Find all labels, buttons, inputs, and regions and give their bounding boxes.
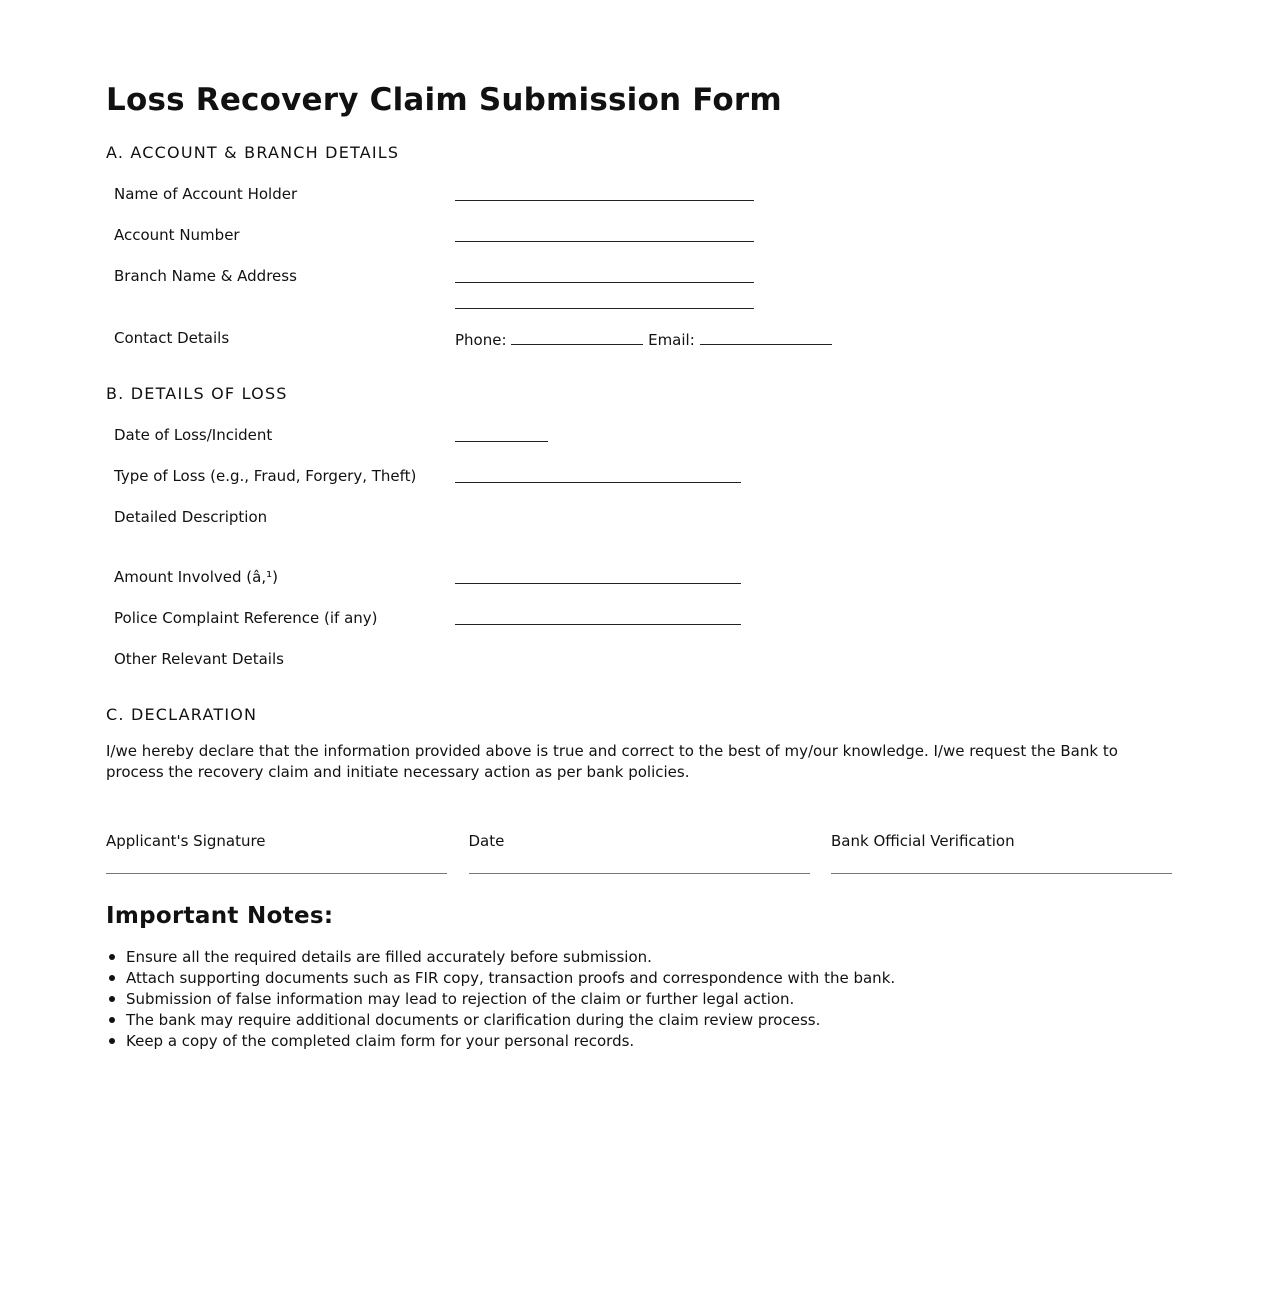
branch-field-line-2[interactable] bbox=[455, 292, 754, 309]
applicant-signature-line[interactable] bbox=[106, 873, 447, 874]
applicant-signature-block bbox=[106, 831, 447, 874]
bank-verification-block bbox=[831, 831, 1172, 874]
account-number-label: Account Number bbox=[114, 226, 240, 244]
loss-type-row bbox=[106, 466, 1172, 507]
loss-date-field[interactable] bbox=[455, 425, 548, 442]
account-number-row bbox=[106, 225, 1172, 266]
note-item: Attach supporting documents such as FIR copy, transaction proofs and correspondence with the bank. bbox=[106, 968, 1172, 989]
note-item: Submission of false information may lead to rejection of the claim or further legal action. bbox=[106, 989, 1172, 1010]
loss-type-label: Type of Loss (e.g., Fraud, Forgery, Theft) bbox=[114, 467, 417, 485]
note-item: Ensure all the required details are filled accurately before submission. bbox=[106, 947, 1172, 968]
amount-field[interactable] bbox=[455, 567, 741, 584]
signature-date-block bbox=[469, 831, 810, 874]
account-holder-label: Name of Account Holder bbox=[114, 185, 298, 203]
other-details-label: Other Relevant Details bbox=[114, 650, 284, 668]
police-label: Police Complaint Reference (if any) bbox=[114, 609, 378, 627]
bank-verification-line[interactable] bbox=[831, 873, 1172, 874]
loss-date-row bbox=[106, 425, 1172, 466]
notes-list bbox=[106, 947, 1172, 1052]
form-title: Loss Recovery Claim Submission Form bbox=[106, 82, 782, 118]
signature-date-line[interactable] bbox=[469, 873, 810, 874]
police-field[interactable] bbox=[455, 608, 741, 625]
branch-label: Branch Name & Address bbox=[114, 267, 297, 285]
loss-date-label: Date of Loss/Incident bbox=[114, 426, 273, 444]
bank-verification-label: Bank Official Verification bbox=[831, 832, 1015, 850]
phone-label: Phone: bbox=[455, 331, 507, 349]
account-holder-row bbox=[106, 184, 1172, 225]
branch-field-line-1[interactable] bbox=[455, 266, 754, 283]
account-holder-field[interactable] bbox=[455, 184, 754, 201]
section-a-heading: A. ACCOUNT & BRANCH DETAILS bbox=[106, 143, 400, 162]
signature-row bbox=[106, 831, 1172, 874]
note-item: Keep a copy of the completed claim form for your personal records. bbox=[106, 1031, 1172, 1052]
notes-title: Important Notes: bbox=[106, 903, 334, 929]
email-label: Email: bbox=[648, 331, 695, 349]
description-label: Detailed Description bbox=[114, 508, 268, 526]
description-field[interactable] bbox=[455, 507, 1055, 547]
other-details-row bbox=[106, 649, 1172, 690]
contact-row bbox=[106, 328, 1172, 369]
other-details-field[interactable] bbox=[455, 649, 1055, 669]
section-c-heading: C. DECLARATION bbox=[106, 705, 258, 724]
signature-date-label: Date bbox=[468, 832, 505, 850]
claim-form bbox=[106, 78, 1172, 1052]
account-number-field[interactable] bbox=[455, 225, 754, 242]
contact-label: Contact Details bbox=[114, 329, 230, 347]
loss-type-field[interactable] bbox=[455, 466, 741, 483]
applicant-signature-label: Applicant's Signature bbox=[106, 832, 266, 850]
section-b-heading: B. DETAILS OF LOSS bbox=[106, 384, 288, 403]
police-row bbox=[106, 608, 1172, 649]
email-field[interactable] bbox=[700, 328, 832, 345]
note-item: The bank may require additional documents or clarification during the claim review process. bbox=[106, 1010, 1172, 1031]
phone-field[interactable] bbox=[511, 328, 643, 345]
amount-label: Amount Involved (â‚¹) bbox=[114, 568, 278, 586]
amount-row bbox=[106, 567, 1172, 608]
branch-row bbox=[106, 266, 1172, 328]
declaration-text: I/we hereby declare that the information provided above is true and correct to the best of my/our knowledge. I/we request the Bank to process the recovery claim and initiate necessary action as per bank policies. bbox=[106, 742, 1118, 781]
description-row bbox=[106, 507, 1172, 567]
